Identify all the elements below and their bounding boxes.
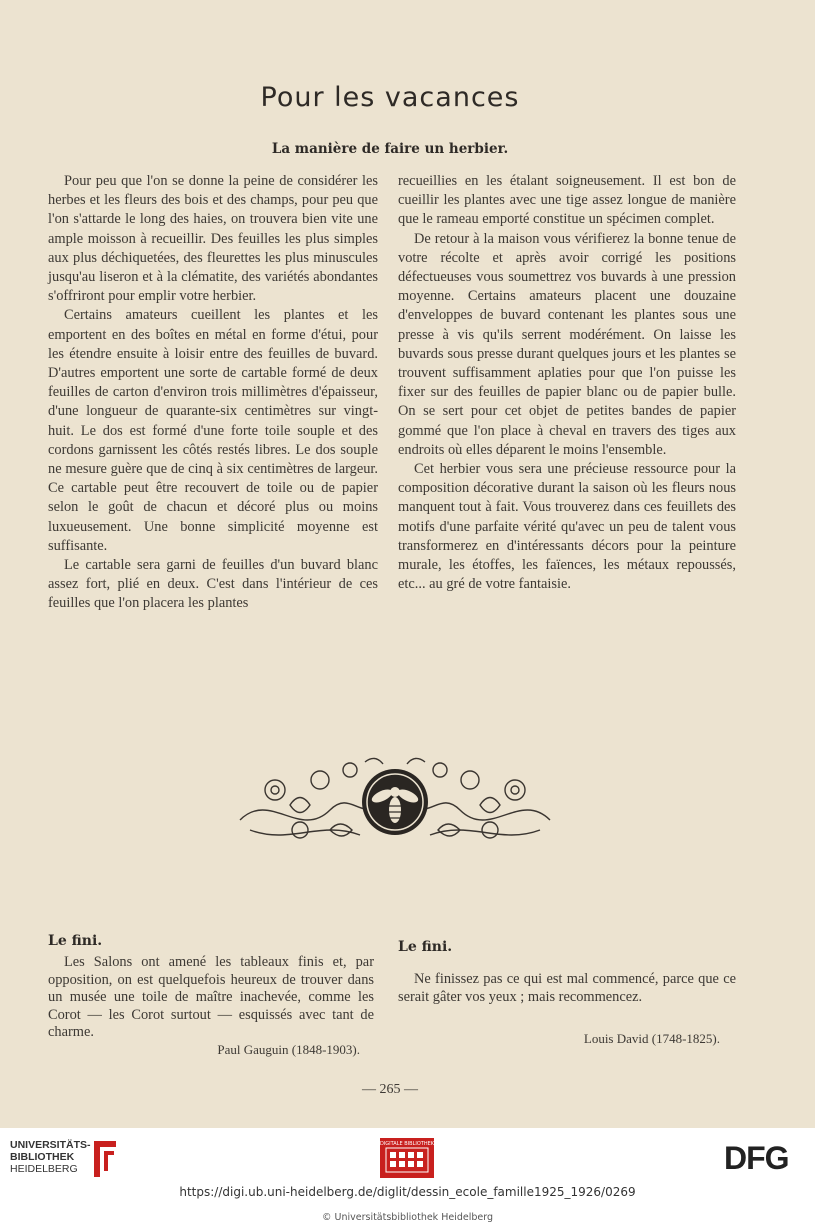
- quote-right-text: [398, 971, 736, 1006]
- digital-library-logo[interactable]: [380, 1138, 434, 1178]
- paragraph: recueillies en les étalant soigneusement. Il est bon de cueillir les plantes avec une tige assez longue de manière que le rameau emporté constitue un spécimen complet.: [398, 173, 736, 228]
- paragraph: Le cartable sera garni de feuilles d'un buvard blanc assez fort, plié en deux. C'est dans l'intérieur de ces feuilles que l'on placera les plantes: [48, 557, 378, 612]
- uni-line-1: UNIVERSITÄTS-: [10, 1139, 91, 1151]
- quote-left-body: Les Salons ont amené les tableaux finis et, par opposition, on est quelquefois heureux de trouver dans un musée une toile de maître inachevée, comme les Corot — les Corot surtout — esquissés avec tant de charme.: [48, 954, 374, 1040]
- paragraph: Pour peu que l'on se donne la peine de considérer les herbes et les fleurs des bois et des champs, pour peu que l'on s'attarde le long des haies, on trouvera bien vite une ample moisson à recueillir. Des feuilles les plus simples aux plus déchiquetées, des fleurettes les plus minuscules jusqu'au liseron et à la clématite, des variétés abondantes s'offriront pour emplir votre herbier.: [48, 173, 378, 305]
- paragraph: De retour à la maison vous vérifierez la bonne tenue de votre récolte et après avoir corrigé les positions défectueuses vous soumettrez vos buvards à une pression moyenne. Certains amateurs placent une douzaine d'enveloppes de buvard contenant les plantes sous une presse à vis qu'ils serrent modérément. On laisse les buvards sous presse durant quelques jours et les plantes se trouvent suffisamment aplaties pour que l'on puisse les fixer sur des feuilles de papier blanc ou de papier bulle. On se sert pour cet objet de petites bandes de papier gommé que l'on place à cheval en travers des tiges aux endroits où elles déparent le moins l'ensemble.: [398, 230, 736, 458]
- quote-right-author: Louis David (1748-1825).: [583, 1031, 720, 1046]
- uni-line-3: HEIDELBERG: [10, 1163, 78, 1175]
- dfg-logo[interactable]: DFG: [724, 1140, 789, 1176]
- uni-line-2: BIBLIOTHEK: [10, 1151, 75, 1163]
- quote-left-text: [48, 954, 374, 1042]
- quote-left-heading: Le fini.: [48, 933, 103, 949]
- digital-library-mark-icon: [380, 1138, 434, 1178]
- paragraph: Cet herbier vous sera une précieuse ressource pour la composition décorative durant la saison où les fleurs nous manquent tout à fait. Vous trouverez dans ces feuillets des motifs d'une parfaite vérité qu'avec un peu de talent vous transformerez en d'intéressants décors pour la peinture murale, les étoffes, les faïences, les métaux repoussés, etc... au gré de votre fantaisie.: [398, 461, 736, 593]
- quote-right-heading: Le fini.: [398, 939, 453, 955]
- article-title: Pour les vacances: [260, 82, 520, 113]
- right-column: [398, 172, 736, 594]
- page-number: — 265 —: [362, 1082, 418, 1097]
- copyright-notice: © Universitätsbibliothek Heidelberg: [321, 1212, 493, 1223]
- paragraph: Certains amateurs cueillent les plantes et les emportent en des boîtes en métal en forme d'étui, pour les étendre ensuite à loisir entre des feuilles de buvard. D'autres emportent une sorte de cartable formé de deux feuilles de carton d'environ trois millimètres d'épaisseur, d'une longueur de quarante-six centimètres sur vingt-huit. Le dos est formé d'une forte toile souple et des cordons garnissent les côtés restés libres. Le dos souple ne mesure guère que de cinq à six centimètres de largeur. Ce cartable peut être recouvert de toile ou de papier selon le goût de chacun et décoré plus ou moins luxueusement. Une bonne simplicité moyenne est suffisante.: [48, 307, 378, 554]
- article-subtitle: La manière de faire un herbier.: [271, 141, 509, 157]
- quote-left-author: Paul Gauguin (1848-1903).: [217, 1042, 360, 1057]
- university-library-logo[interactable]: [10, 1137, 120, 1181]
- left-column: [48, 172, 378, 614]
- source-url-link[interactable]: https://digi.ub.uni-heidelberg.de/diglit/dessin_ecole_famille1925_1926/0269: [179, 1185, 636, 1199]
- digital-library-label: DIGITALE BIBLIOTHEK: [380, 1141, 434, 1147]
- quote-right-body: Ne finissez pas ce qui est mal commencé, parce que ce serait gâter vos yeux ; mais recommencez.: [398, 971, 736, 1005]
- library-mark-icon: [90, 1137, 120, 1181]
- floral-bee-ornament: [230, 750, 560, 850]
